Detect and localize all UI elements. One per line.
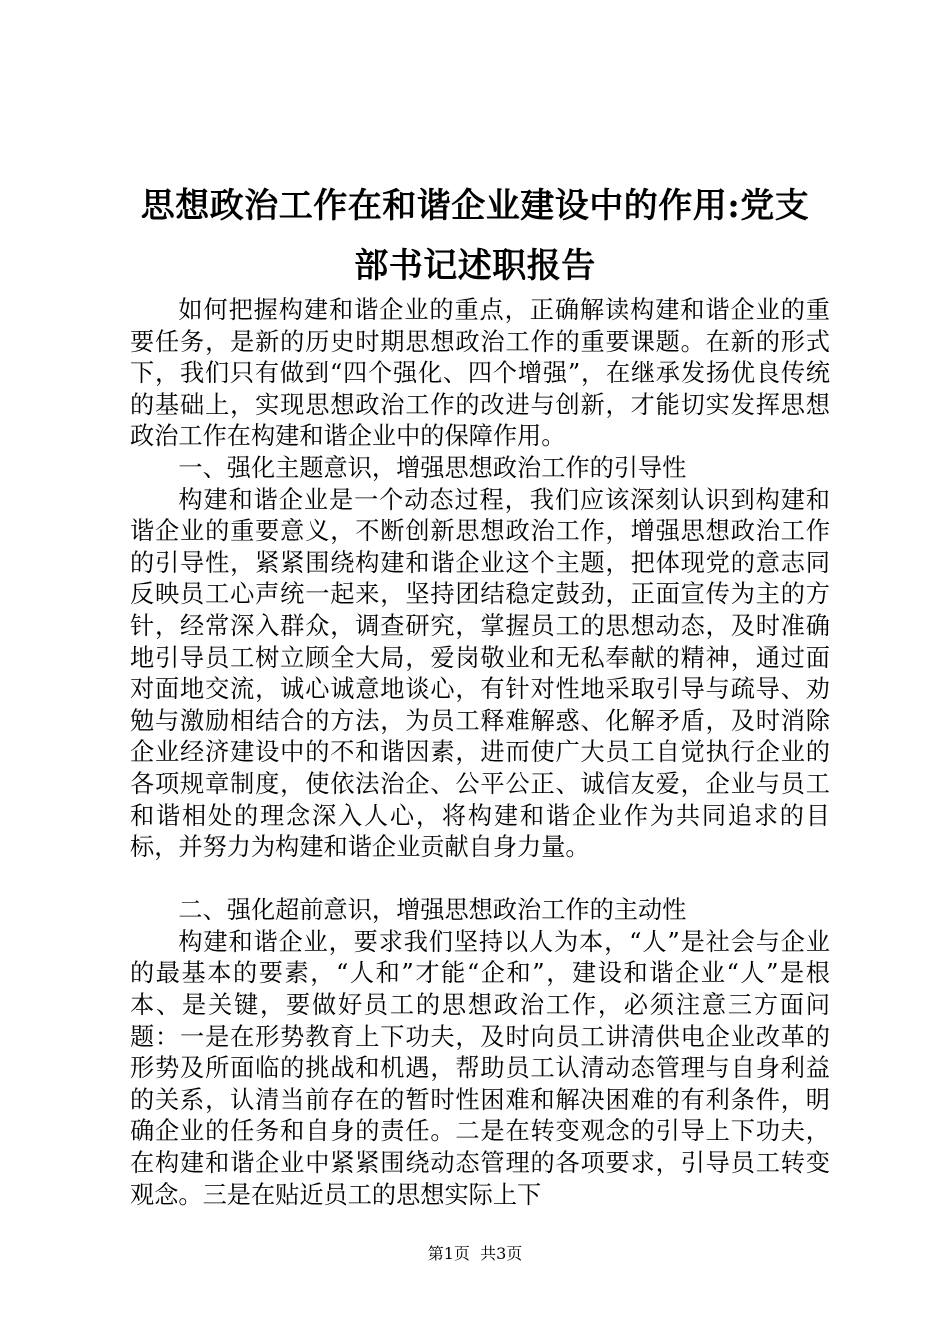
document-title [120,176,830,296]
section-paragraph-1: 构建和谐企业是一个动态过程，我们应该深刻认识到构建和谐企业的重要意义，不断创新思想政治工作，增强思想政治工作的引导性，紧紧围绕构建和谐企业这个主题，把体现党的意志同反映员工心声统一起来，坚持团结稳定鼓劲，正面宣传为主的方针，经常深入群众，调查研究，掌握员工的思想动态，及时准确地引导员工树立顾全大局，爱岗敬业和无私奉献的精神，通过面对面地交流，诚心诚意地谈心，有针对性地采取引导与疏导、劝勉与激励相结合的方法，为员工释难解惑、化解矛盾，及时消除企业经济建设中的不和谐因素，进而使广大员工自觉执行企业的各项规章制度，使依法治企、公平公正、诚信友爱，企业与员工和谐相处的理念深入人心，将构建和谐企业作为共同追求的目标，并努力为构建和谐企业贡献自身力量。 [130,485,830,862]
intro-paragraph: 如何把握构建和谐企业的重点，正确解读构建和谐企业的重要任务，是新的历史时期思想政治工作的重要课题。在新的形式下，我们只有做到“四个强化、四个增强”，在继承发扬优良传统的基础上，实现思想政治工作的改进与创新，才能切实发挥思想政治工作在构建和谐企业中的保障作用。 [130,296,830,451]
page-number: 第1页 [427,1244,470,1263]
title-line-2: 部书记述职报告 [354,246,596,286]
section-heading-2: 二、强化超前意识，增强思想政治工作的主动性 [178,896,687,925]
page-total: 共3页 [480,1244,523,1263]
title-line-1: 思想政治工作在和谐企业建设中的作用:党支 [140,186,810,226]
page-footer [0,1243,950,1265]
document-body [130,295,830,1211]
section-paragraph-2: 构建和谐企业，要求我们坚持以人为本，“人”是社会与企业的最基本的要素，“人和”才能“企和”，建设和谐企业“人”是根本、是关键，要做好员工的思想政治工作，必须注意三方面问题：一是在形势教育上下功夫，及时向员工讲清供电企业改革的形势及所面临的挑战和机遇，帮助员工认清动态管理与自身利益的关系，认清当前存在的暂时性困难和解决困难的有利条件，明确企业的任务和自身的责任。二是在转变观念的引导上下功夫，在构建和谐企业中紧紧围绕动态管理的各项要求，引导员工转变观念。三是在贴近员工的思想实际上下 [130,927,830,1209]
section-heading-1: 一、强化主题意识，增强思想政治工作的引导性 [178,453,687,482]
